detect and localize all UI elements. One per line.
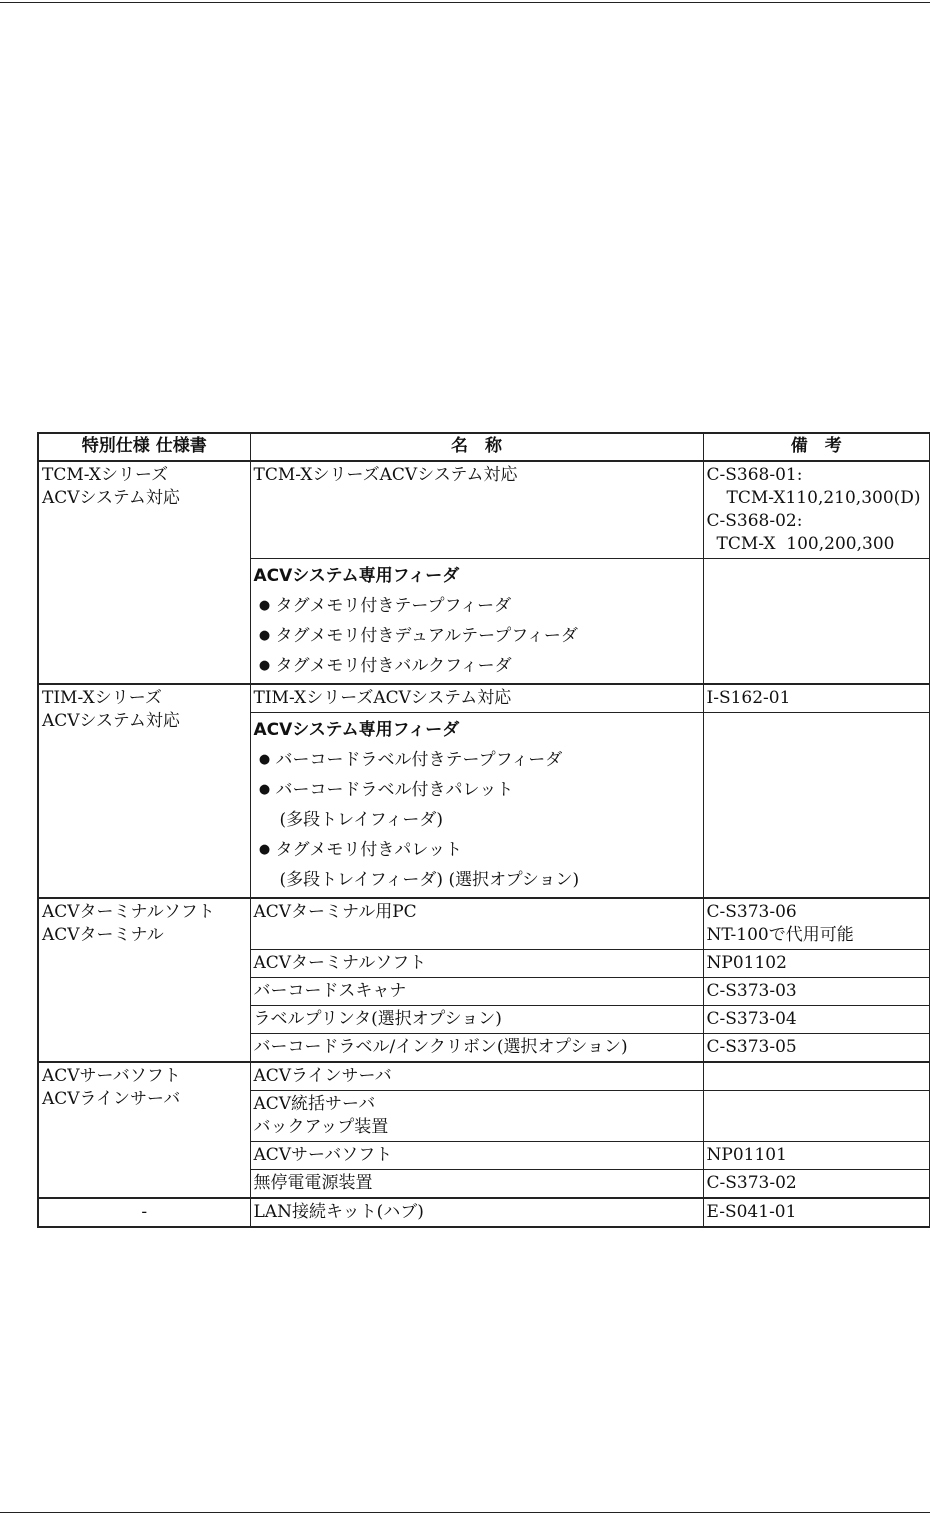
spec-table bbox=[37, 432, 930, 1228]
bullet-item bbox=[254, 745, 700, 775]
bullet-text: タグメモリ付きバルクフィーダ bbox=[275, 656, 512, 676]
bullet-icon: ● bbox=[258, 842, 271, 857]
remark-line: TCM-X 100,200,300 bbox=[716, 534, 895, 554]
name-text: バックアップ装置 bbox=[253, 1117, 389, 1137]
remarks-cell bbox=[703, 1006, 930, 1034]
remark-line: NP01101 bbox=[706, 1145, 787, 1165]
remark-line: C-S368-01: bbox=[706, 465, 803, 485]
name-text: ラベルプリンタ(選択オプション) bbox=[253, 1009, 502, 1029]
name-text: ACVターミナル用PC bbox=[253, 902, 417, 922]
remarks-cell bbox=[703, 1142, 930, 1170]
remarks-cell bbox=[703, 713, 930, 899]
remark-line: C-S373-03 bbox=[706, 981, 797, 1001]
bullet-text: タグメモリ付きパレット bbox=[275, 840, 463, 860]
table-row bbox=[38, 898, 930, 950]
spec-cell bbox=[38, 898, 250, 1062]
bullet-icon: ● bbox=[258, 752, 271, 767]
name-cell bbox=[250, 1170, 703, 1199]
bullet-icon: ● bbox=[258, 598, 271, 613]
name-text: LAN接続キット(ハブ) bbox=[253, 1202, 424, 1222]
remark-line: C-S373-04 bbox=[706, 1009, 797, 1029]
name-cell bbox=[250, 684, 703, 713]
name-text: バーコードスキャナ bbox=[253, 981, 407, 1001]
spec-line: TCM-Xシリーズ bbox=[42, 465, 169, 485]
name-text: 無停電電源装置 bbox=[253, 1173, 373, 1193]
name-cell bbox=[250, 461, 703, 559]
bullet-item bbox=[254, 835, 700, 865]
top-rule bbox=[0, 2, 930, 3]
remark-line: C-S368-02: bbox=[706, 511, 803, 531]
bullet-icon: ● bbox=[258, 658, 271, 673]
remark-line: E-S041-01 bbox=[706, 1202, 797, 1222]
spec-line: ACVシステム対応 bbox=[42, 488, 180, 508]
header-row bbox=[38, 433, 930, 461]
name-text: TIM-XシリーズACVシステム対応 bbox=[253, 688, 512, 708]
spec-cell bbox=[38, 461, 250, 684]
remarks-cell bbox=[703, 950, 930, 978]
bullet-item bbox=[254, 651, 700, 681]
table-row bbox=[38, 461, 930, 559]
remarks-cell bbox=[703, 978, 930, 1006]
spec-line: ACVターミナル bbox=[42, 925, 164, 945]
header-name: 名 称 bbox=[250, 433, 703, 461]
table-row bbox=[38, 1062, 930, 1091]
remark-line: I-S162-01 bbox=[706, 688, 791, 708]
name-text: ACVターミナルソフト bbox=[253, 953, 427, 973]
feeder-title: ACVシステム専用フィーダ bbox=[253, 566, 460, 586]
remarks-cell bbox=[703, 559, 930, 685]
name-cell bbox=[250, 1034, 703, 1063]
spec-line: TIM-Xシリーズ bbox=[42, 688, 162, 708]
bullet-icon: ● bbox=[258, 782, 271, 797]
spec-line: ACVラインサーバ bbox=[42, 1089, 181, 1109]
remarks-cell bbox=[703, 461, 930, 559]
spec-line: ACVサーバソフト bbox=[42, 1066, 181, 1086]
remark-line: NT-100で代用可能 bbox=[706, 925, 854, 945]
remark-line: TCM-X110,210,300(D) bbox=[726, 488, 921, 508]
bullet-item bbox=[254, 591, 700, 621]
table-row bbox=[38, 684, 930, 713]
remarks-cell bbox=[703, 1034, 930, 1063]
name-text: TCM-XシリーズACVシステム対応 bbox=[253, 465, 518, 485]
remarks-cell bbox=[703, 1091, 930, 1142]
name-cell bbox=[250, 1142, 703, 1170]
remark-line: C-S373-02 bbox=[706, 1173, 797, 1193]
bullet-continuation: (多段トレイフィーダ) bbox=[279, 810, 444, 830]
header-spec: 特別仕様 仕様書 bbox=[38, 433, 250, 461]
name-text: ACVサーバソフト bbox=[253, 1145, 393, 1165]
bottom-rule bbox=[0, 1512, 930, 1513]
name-cell bbox=[250, 1006, 703, 1034]
remarks-cell bbox=[703, 684, 930, 713]
bullet-text: バーコードラベル付きパレット bbox=[275, 780, 514, 800]
bullet-item bbox=[254, 775, 700, 805]
table-row bbox=[38, 1198, 930, 1227]
name-cell bbox=[250, 978, 703, 1006]
name-text: ACVラインサーバ bbox=[253, 1066, 392, 1086]
bullet-text: バーコードラベル付きテープフィーダ bbox=[275, 750, 563, 770]
remarks-cell bbox=[703, 1170, 930, 1199]
name-text: ACV統括サーバ bbox=[253, 1094, 376, 1114]
remark-line: C-S373-06 bbox=[706, 902, 797, 922]
remarks-cell bbox=[703, 1198, 930, 1227]
remark-line: C-S373-05 bbox=[706, 1037, 797, 1057]
name-cell bbox=[250, 1091, 703, 1142]
name-cell bbox=[250, 559, 703, 685]
name-cell bbox=[250, 950, 703, 978]
spec-cell: - bbox=[38, 1198, 250, 1227]
bullet-icon: ● bbox=[258, 628, 271, 643]
bullet-continuation: (多段トレイフィーダ) (選択オプション) bbox=[279, 870, 580, 890]
name-cell bbox=[250, 1198, 703, 1227]
spec-line: ACVシステム対応 bbox=[42, 711, 180, 731]
remark-line: NP01102 bbox=[706, 953, 787, 973]
remarks-cell bbox=[703, 1062, 930, 1091]
feeder-title: ACVシステム専用フィーダ bbox=[253, 720, 460, 740]
spec-cell bbox=[38, 1062, 250, 1198]
remarks-cell bbox=[703, 898, 930, 950]
bullet-item bbox=[254, 621, 700, 651]
spec-line: ACVターミナルソフト bbox=[42, 902, 215, 922]
bullet-text: タグメモリ付きデュアルテープフィーダ bbox=[275, 626, 578, 646]
header-remarks: 備 考 bbox=[703, 433, 930, 461]
bullet-text: タグメモリ付きテープフィーダ bbox=[275, 596, 512, 616]
spec-cell bbox=[38, 684, 250, 898]
name-cell bbox=[250, 1062, 703, 1091]
name-cell bbox=[250, 713, 703, 899]
name-cell bbox=[250, 898, 703, 950]
name-text: バーコードラベル/インクリボン(選択オプション) bbox=[253, 1037, 628, 1057]
